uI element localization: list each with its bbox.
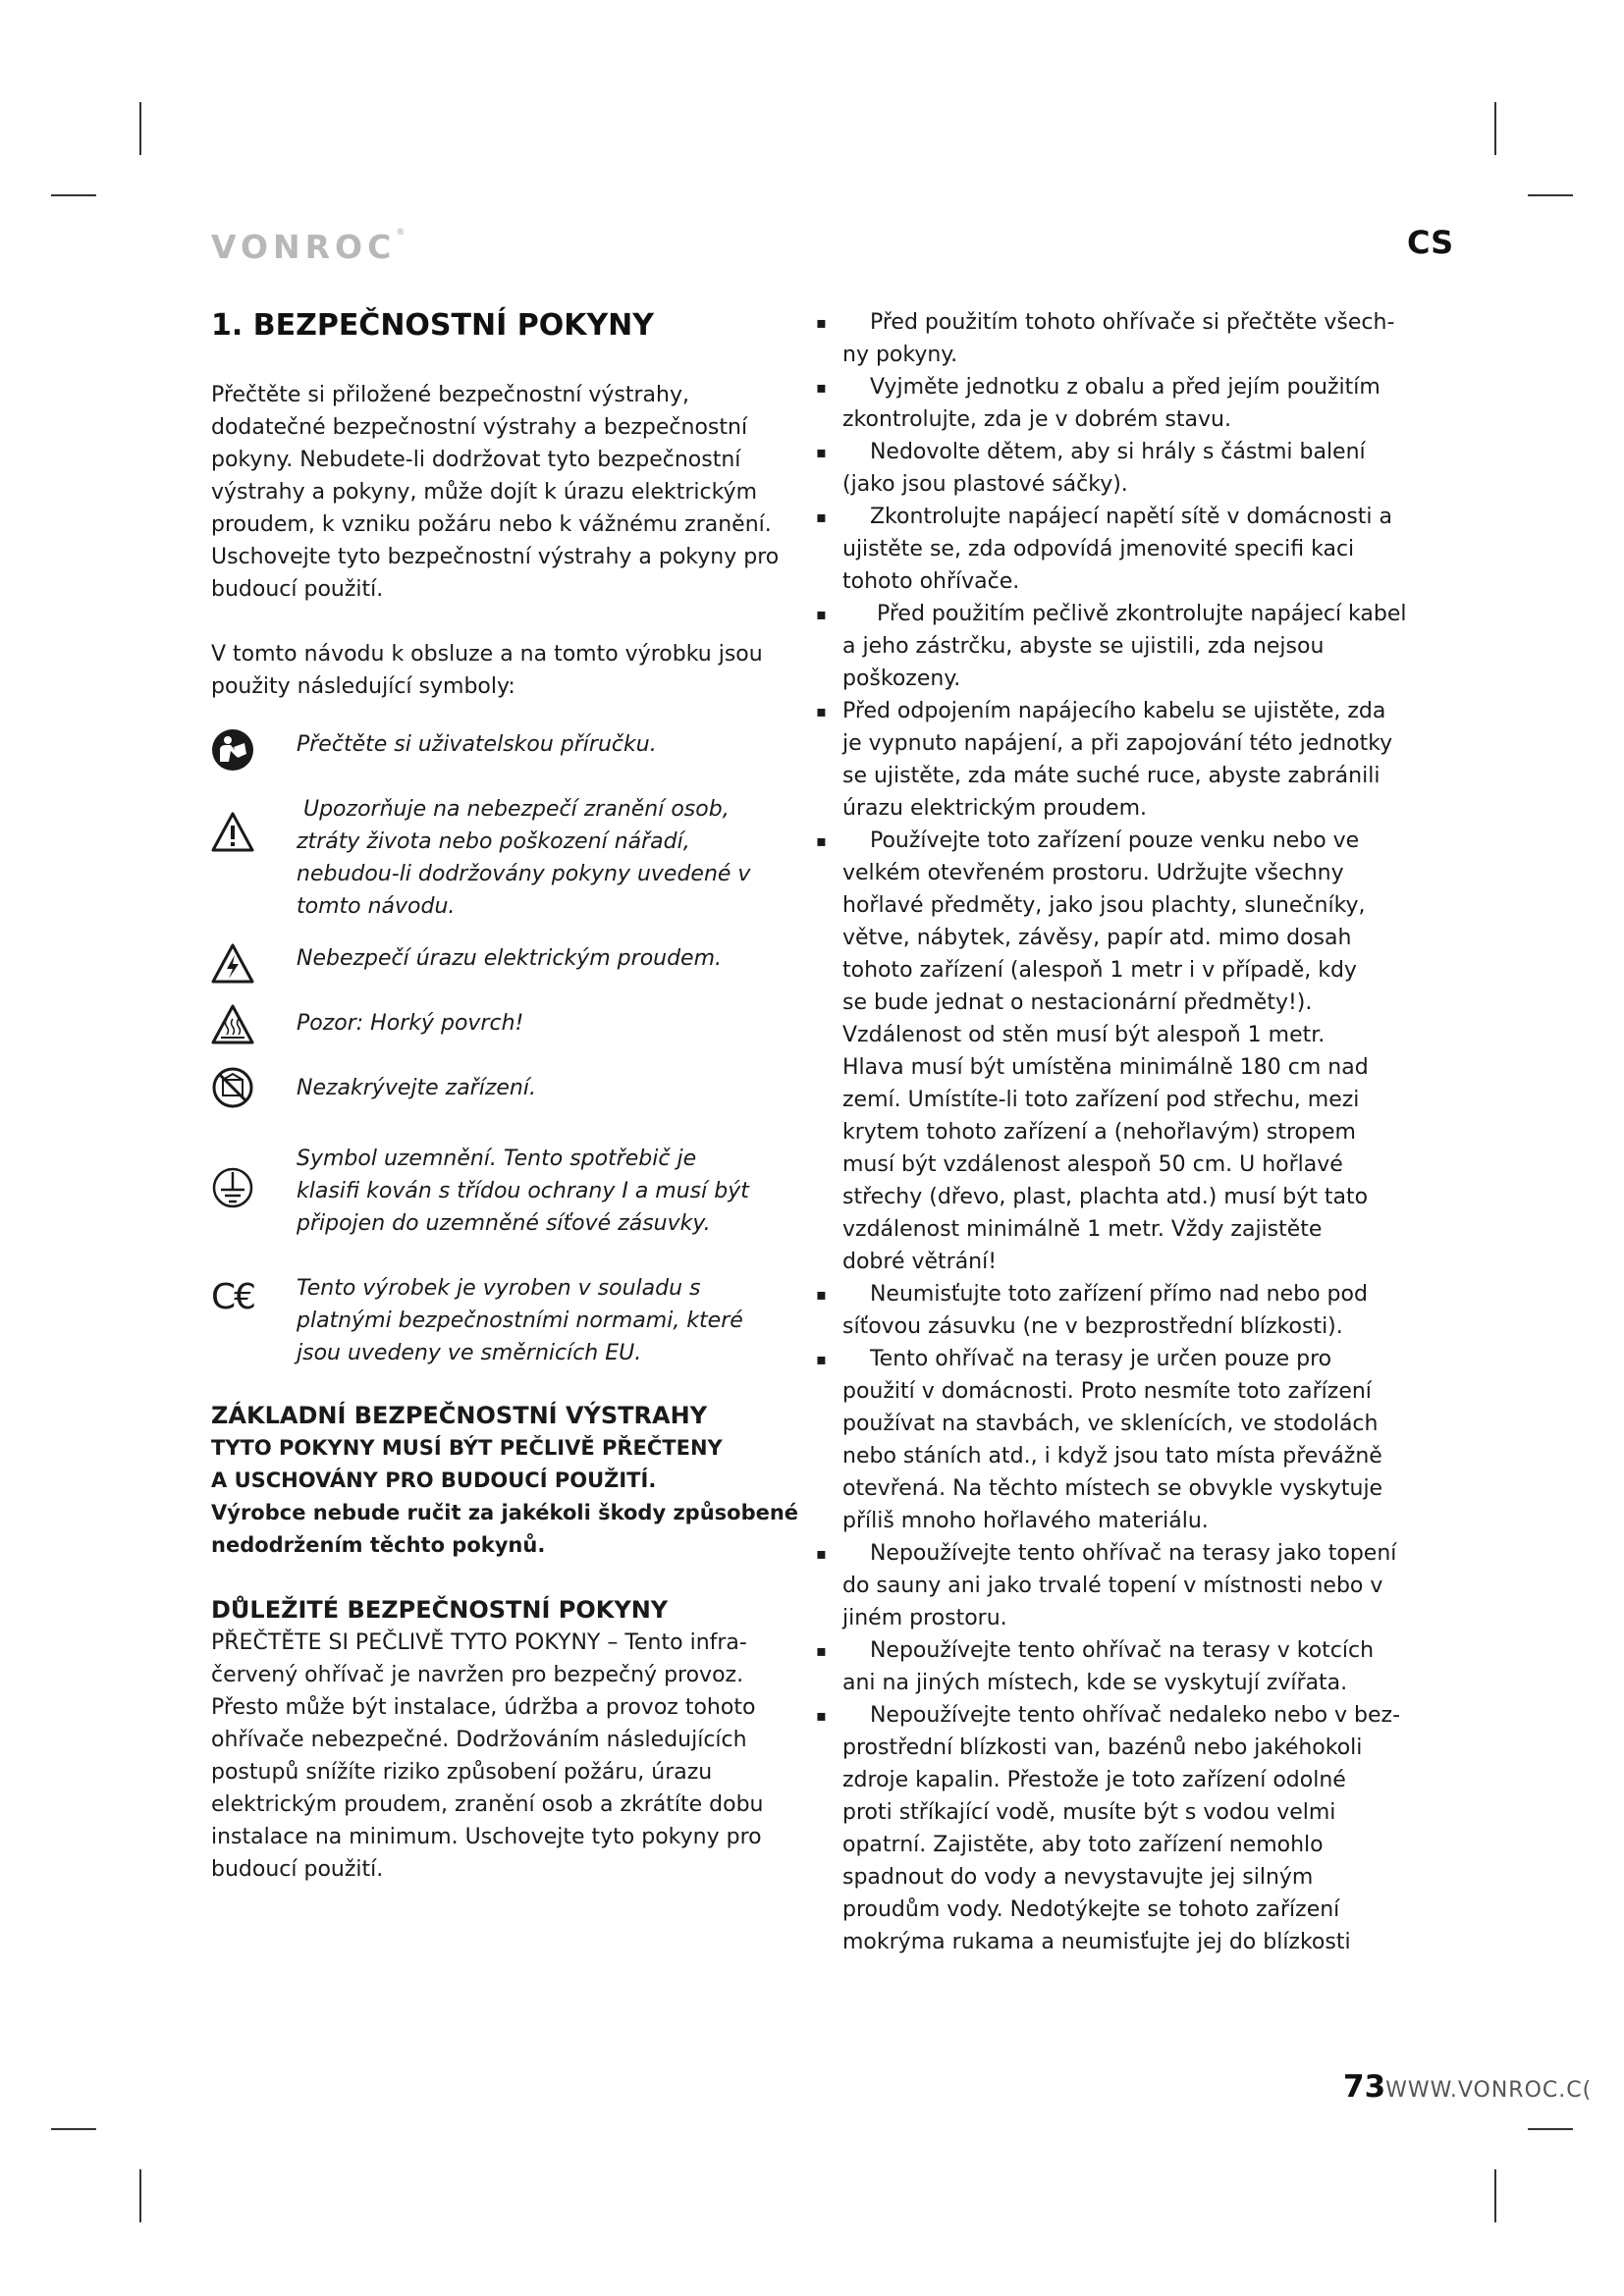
list-item: ▪ Zkontrolujte napájecí napětí sítě v domácnosti a ujistěte se, zda odpovídá jmenovité specifi kaci tohoto ohřívače. (842, 501, 1432, 598)
symbol-row-electric: Nebezpečí úrazu elektrickým proudem. (211, 940, 800, 1007)
ce-mark-icon: C€ (211, 1277, 255, 1317)
bullet-icon: ▪ (816, 1544, 827, 1563)
list-item: ▪ Vyjměte jednotku z obalu a před jejím použitím zkontrolujte, zda je v dobrém stavu. (842, 371, 1432, 436)
crop-mark (1494, 2169, 1496, 2222)
crop-mark (139, 2169, 141, 2222)
list-item: ▪ Nepoužívejte tento ohřívač na terasy v kotcích ani na jiných místech, kde se vyskytují zvířata. (842, 1634, 1432, 1699)
bullet-icon: ▪ (816, 378, 827, 397)
page-footer (1343, 2069, 1592, 2105)
bullet-icon: ▪ (816, 443, 827, 461)
left-column (211, 306, 800, 1918)
bullet-icon: ▪ (816, 702, 827, 721)
earth-ground-icon (211, 1166, 254, 1209)
intro-paragraph: Přečtěte si přiložené bezpečnostní výstrahy, dodatečné bezpečnostní výstrahy a bezpečnostní pokyny. Nebudete-li dodržovat tyto bezpečnostní výstrahy a pokyny, může dojít k úrazu elektrickým proudem, k vzniku požáru nebo k vážnému zranění. Uschovejte tyto bezpečnostní výstrahy a pokyny pro budoucí použití. (211, 383, 780, 602)
crop-mark (1494, 102, 1496, 155)
page-number: 73 (1343, 2069, 1386, 2105)
list-item: ▪ Před použitím pečlivě zkontrolujte napájecí kabel a jeho zástrčku, abyste se ujistili, zda nejsou poškozeny. (842, 598, 1432, 695)
list-item: ▪ Před použitím tohoto ohřívače si přečtěte všech- ny pokyny. (842, 306, 1432, 371)
electric-shock-icon (211, 942, 254, 986)
right-column (816, 306, 1432, 1958)
symbol-row-ground: Symbol uzemnění. Tento spotřebič je klasifi kován s třídou ochrany I a musí být připojen do uzemněné síťové zásuvky. (211, 1143, 800, 1272)
list-item: ▪ Před odpojením napájecího kabelu se ujistěte, zda je vypnuto napájení, a při zapojování této jednotky se ujistěte, zda máte suché ruce, abyste zabránili úrazu elektrickým proudem. (842, 695, 1432, 825)
bullet-icon: ▪ (816, 313, 827, 332)
list-item: ▪ Nepoužívejte tento ohřívač na terasy jako topení do sauny ani jako trvalé topení v místnosti nebo v jiném prostoru. (842, 1537, 1432, 1634)
basic-warnings: ZÁKLADNÍ BEZPEČNOSTNÍ VÝSTRAHY TYTO POKYNY MUSÍ BÝT PEČLIVĚ PŘEČTENY A USCHOVÁNY PRO BUDOUCÍ POUŽITÍ. Výrobce nebude ručit za jakékoli škody způsobené nedodržením těchto pokynů. (211, 1402, 799, 1557)
crop-mark (51, 2128, 96, 2130)
basic-warnings-title: ZÁKLADNÍ BEZPEČNOSTNÍ VÝSTRAHY (211, 1402, 708, 1429)
symbol-row-hot: Pozor: Horký povrch! (211, 1007, 800, 1072)
bullet-icon: ▪ (816, 831, 827, 850)
section-title: 1. BEZPEČNOSTNÍ POKYNY (211, 308, 655, 343)
list-item: ▪ Nedovolte dětem, aby si hrály s částmi balení (jako jsou plastové sáčky). (842, 436, 1432, 501)
symbol-row-ce: C€ Tento výrobek je vyroben v souladu s platnými bezpečnostními normami, které jsou uvedeny ve směrnicích EU. (211, 1276, 743, 1365)
crop-mark (51, 194, 96, 196)
list-item: ▪ Používejte toto zařízení pouze venku nebo ve velkém otevřeném prostoru. Udržujte všechny hořlavé předměty, jako jsou plachty, slunečníky, větve, nábytek, závěsy, papír atd. mimo dosah tohoto zařízení (alespoň 1 metr i v případě, kdy se bude jednat o nestacionární předměty!). Vzdálenost od stěn musí být alespoň 1 metr. Hlava musí být umístěna minimálně 180 cm nad zemí. Umístíte-li toto zařízení pod střechu, mezi krytem tohoto zařízení a (nehořlavým) stropem musí být vzdálenost alespoň 50 cm. U hořlavé střechy (dřevo, plast, plachta atd.) musí být tato vzdálenost minimálně 1 metr. Vždy zajistěte dobré větrání! (842, 825, 1432, 1278)
bullet-icon: ▪ (816, 507, 827, 526)
bullet-icon: ▪ (816, 605, 827, 623)
bullet-icon: ▪ (816, 1285, 827, 1304)
list-item: ▪ Neumisťujte toto zařízení přímo nad nebo pod síťovou zásuvku (ne v bezprostřední blízkosti). (842, 1278, 1432, 1343)
bullet-icon: ▪ (816, 1350, 827, 1368)
hot-surface-icon (211, 1003, 254, 1046)
crop-mark (139, 102, 141, 155)
bullet-icon: ▪ (816, 1706, 827, 1725)
symbol-row-warning: Upozorňuje na nebezpečí zranění osob, ztráty života nebo poškození nářadí, nebudou-li dodržovány pokyny uvedené v tomto návodu. (211, 783, 800, 940)
list-item: ▪ Nepoužívejte tento ohřívač nedaleko nebo v bez- prostřední blízkosti van, bazénů nebo jakéhokoli zdroje kapalin. Přestože je toto zařízení odolné proti stříkající vodě, musíte být s vodou velmi opatrní. Zajistěte, aby toto zařízení nemohlo spadnout do vody a nevystavujte jej silným proudům vody. Nedotýkejte se tohoto zařízení mokrýma rukama a neumisťujte jej do blízkosti (842, 1699, 1432, 1958)
symbols-intro: V tomto návodu k obsluze a na tomto výrobku jsou použity následující symboly: (211, 642, 763, 699)
read-manual-icon (211, 728, 254, 772)
warning-icon (211, 811, 254, 854)
symbol-row-manual: Přečtěte si uživatelskou příručku. (211, 719, 800, 783)
symbol-row-cover: Nezakrývejte zařízení. (211, 1072, 800, 1143)
bullet-icon: ▪ (816, 1641, 827, 1660)
list-item: ▪ Tento ohřívač na terasy je určen pouze pro použití v domácnosti. Proto nesmíte toto zařízení používat na stavbách, ve sklenících, ve stodolách nebo stáních atd., i když jsou tato místa převážně otevřená. Na těchto místech se obvykle vyskytuje příliš mnoho hořlavého materiálu. (842, 1343, 1432, 1537)
crop-mark (1528, 2128, 1573, 2130)
do-not-cover-icon (211, 1066, 254, 1109)
brand-logo: VONROC® (211, 228, 406, 266)
important-title: DŮLEŽITÉ BEZPEČNOSTNÍ POKYNY (211, 1596, 669, 1624)
crop-mark (1528, 194, 1573, 196)
language-code: CS (1407, 224, 1454, 261)
website-url: WWW.VONROC.C( (1385, 2078, 1593, 2103)
important-instructions: DŮLEŽITÉ BEZPEČNOSTNÍ POKYNY PŘEČTĚTE SI PEČLIVĚ TYTO POKYNY – Tento infra- červený ohřívač je navržen pro bezpečný provoz. Přesto může být instalace, údržba a provoz tohoto ohřívače nebezpečné. Dodržováním následujících postupů snížíte riziko způsobení požáru, úrazu elektrickým proudem, zranění osob a zkrátíte dobu instalace na minimum. Uschovejte tyto pokyny pro budoucí použití. (211, 1594, 800, 1886)
